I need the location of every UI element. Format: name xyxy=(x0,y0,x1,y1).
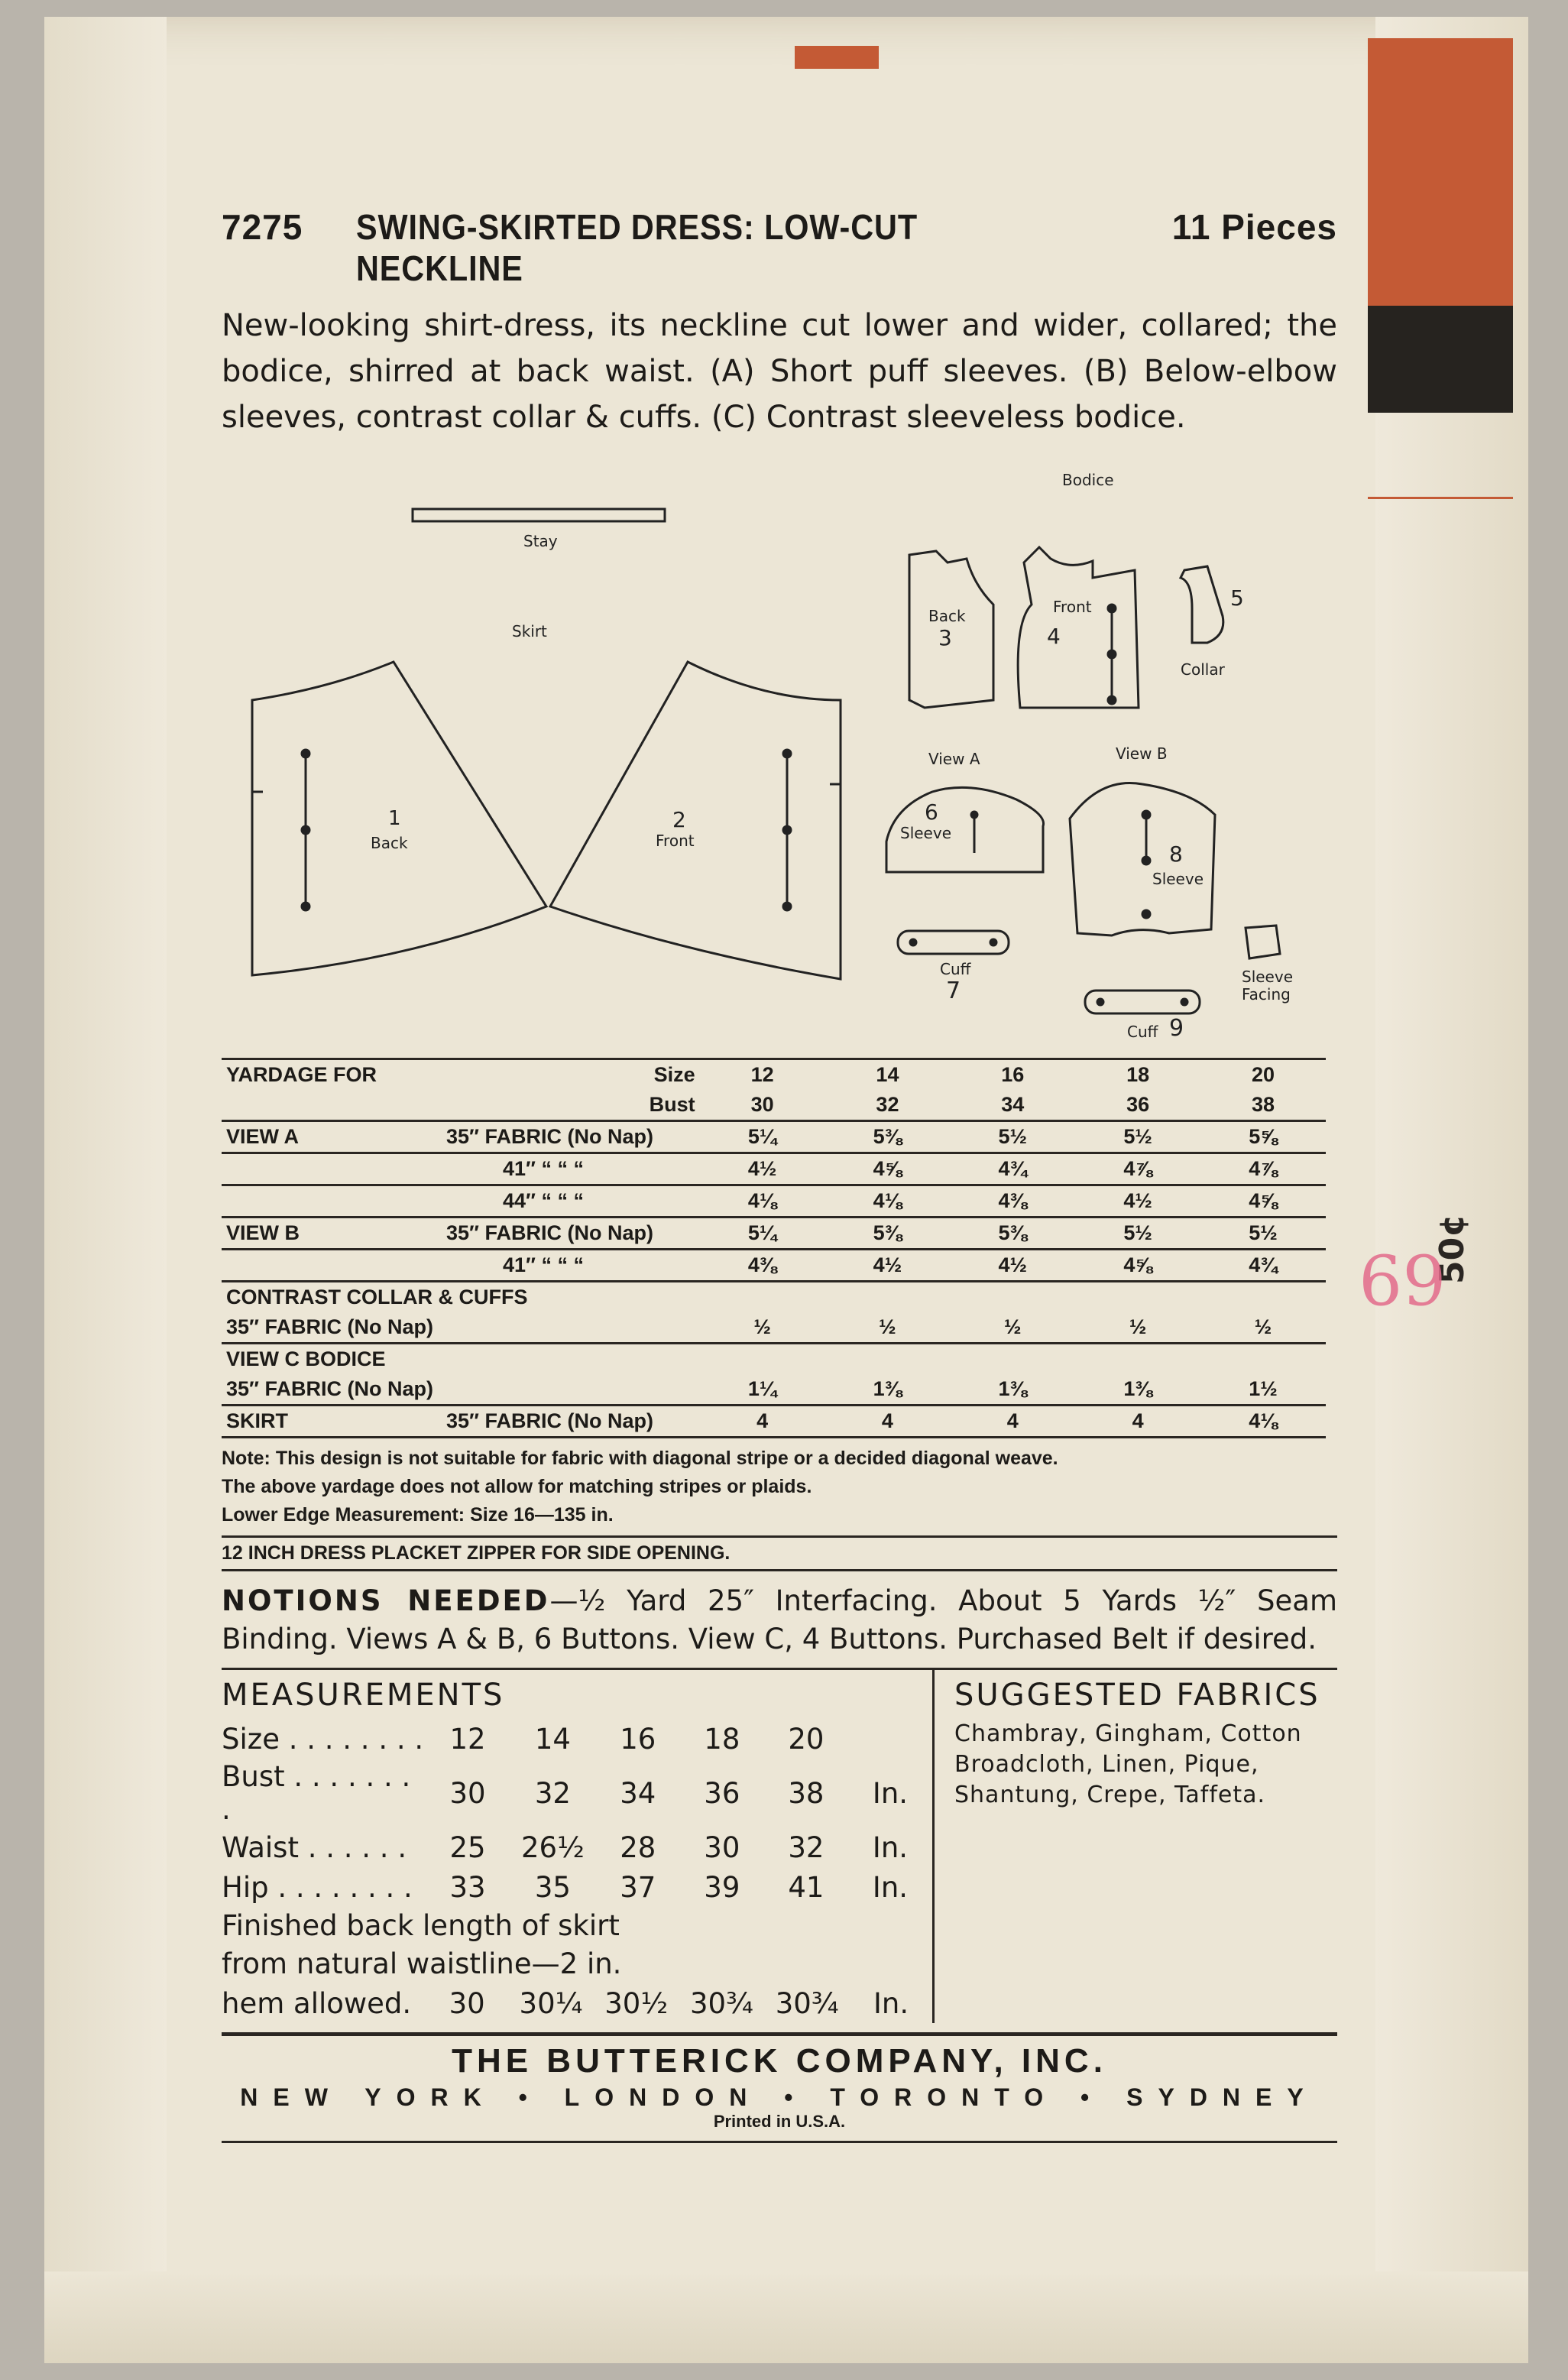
measurement-value: 35 xyxy=(534,1870,571,1904)
row-view xyxy=(222,1153,442,1185)
yardage-value: 1⅜ xyxy=(1075,1374,1200,1406)
bust-value: 34 xyxy=(950,1090,1075,1121)
company-cities: NEW YORK • LONDON • TORONTO • SYDNEY xyxy=(240,2083,1319,2111)
measurement-row xyxy=(222,1867,932,1907)
piece-3-number: 3 xyxy=(938,625,952,650)
yardage-value: 4⅜ xyxy=(950,1185,1075,1218)
yardage-row xyxy=(222,1250,1326,1282)
row-fabric: 35″ FABRIC (No Nap) xyxy=(442,1121,700,1153)
skirt-markings xyxy=(252,750,841,910)
measurement-value: 25 xyxy=(449,1830,486,1864)
measurement-label: Size . . . . . . . . xyxy=(222,1722,424,1756)
contrast-fabric: 35″ FABRIC (No Nap) xyxy=(222,1312,700,1344)
cuff-9-button-mark xyxy=(1097,999,1103,1005)
measurement-value: 33 xyxy=(449,1870,486,1904)
black-color-band xyxy=(1368,306,1513,413)
row-view: VIEW A xyxy=(222,1121,442,1153)
measurement-value: 30 xyxy=(449,1776,486,1810)
sleeve-facing-label-2: Facing xyxy=(1242,985,1291,1004)
yardage-row xyxy=(222,1374,1326,1406)
yardage-value: 4⅛ xyxy=(1200,1406,1326,1438)
envelope-back-content xyxy=(222,206,1337,2143)
measurement-value: 12 xyxy=(449,1722,486,1756)
bodice-markings xyxy=(1108,605,1116,704)
piece-6-name: Sleeve xyxy=(900,824,952,842)
piece-6-number: 6 xyxy=(925,799,938,825)
size-18: 18 xyxy=(1075,1059,1200,1091)
piece-7-number: 7 xyxy=(946,978,961,1004)
hem-table xyxy=(222,1983,932,2023)
piece-2-number: 2 xyxy=(672,807,686,832)
sleeve-facing-label-1: Sleeve xyxy=(1242,968,1294,986)
yardage-value: 5½ xyxy=(950,1121,1075,1153)
row-fabric: 35″ FABRIC (No Nap) xyxy=(442,1218,700,1250)
yardage-value: 5½ xyxy=(1075,1218,1200,1250)
contrast-title: CONTRAST COLLAR & CUFFS xyxy=(226,1286,528,1308)
yardage-value: 4¾ xyxy=(1200,1250,1326,1282)
bust-label: Bust xyxy=(442,1090,700,1121)
hem-label: hem allowed. xyxy=(222,1986,412,2020)
yardage-value: 4 xyxy=(825,1406,951,1438)
measurement-value: 28 xyxy=(620,1830,656,1864)
measurement-label: Hip . . . . . . . . xyxy=(222,1870,413,1904)
measurement-unit: In. xyxy=(872,1830,909,1864)
piece-3-name: Back xyxy=(928,607,966,625)
yardage-value: 4½ xyxy=(950,1250,1075,1282)
notions-label: NOTIONS NEEDED xyxy=(222,1584,550,1617)
yardage-row xyxy=(222,1185,1326,1218)
suggested-fabrics-section xyxy=(935,1670,1337,2023)
size-16: 16 xyxy=(950,1059,1075,1091)
orange-strip-top xyxy=(795,46,879,69)
size-12: 12 xyxy=(700,1059,825,1091)
cuff-9-button-mark xyxy=(1181,999,1187,1005)
view-b-label: View B xyxy=(1116,744,1168,763)
measurement-value: 16 xyxy=(620,1722,656,1756)
skirt-front-piece xyxy=(550,662,841,979)
collar-label: Collar xyxy=(1181,660,1225,679)
bust-value: 36 xyxy=(1075,1090,1200,1121)
yardage-value: 4½ xyxy=(700,1153,825,1185)
yardage-value: ½ xyxy=(700,1312,825,1344)
piece-2-name: Front xyxy=(656,832,695,850)
cuff-7-label: Cuff xyxy=(940,960,971,978)
yardage-value: 5⅜ xyxy=(950,1218,1075,1250)
yardage-value: 4½ xyxy=(825,1250,951,1282)
yardage-value: 1½ xyxy=(1200,1374,1326,1406)
yardage-row xyxy=(222,1312,1326,1344)
yardage-value: 4⅝ xyxy=(1200,1185,1326,1218)
publisher-footer xyxy=(222,2032,1337,2143)
note-line: The above yardage does not allow for matching stripes or plaids. xyxy=(222,1476,812,1497)
measurement-row xyxy=(222,1827,932,1867)
measurement-value: 39 xyxy=(704,1870,740,1904)
measurement-row xyxy=(222,1719,932,1759)
measurement-value: 34 xyxy=(620,1776,656,1810)
measurement-value: 41 xyxy=(788,1870,824,1904)
hem-row xyxy=(222,1983,932,2023)
bodice-label: Bodice xyxy=(1062,471,1114,489)
view-c-title: VIEW C BODICE xyxy=(226,1347,386,1370)
handwritten-mark: 69 xyxy=(1359,1238,1447,1318)
measurement-label: Bust . . . . . . . . xyxy=(222,1760,411,1826)
pattern-name: SWING-SKIRTED DRESS: LOW-CUT NECKLINE xyxy=(356,207,918,288)
piece-8-name: Sleeve xyxy=(1152,870,1204,888)
yardage-value: ½ xyxy=(1075,1312,1200,1344)
piece-9-number: 9 xyxy=(1169,1015,1184,1042)
measurement-value: 30 xyxy=(704,1830,740,1864)
yardage-value: 5⅜ xyxy=(825,1218,951,1250)
yardage-table xyxy=(222,1058,1326,1438)
hem-value: 30¾ xyxy=(775,1986,839,2020)
yardage-value: ½ xyxy=(1200,1312,1326,1344)
measurement-value: 14 xyxy=(534,1722,571,1756)
yardage-value: 4⅝ xyxy=(825,1153,951,1185)
cuff-9-label: Cuff xyxy=(1127,1023,1158,1041)
hem-value: 30¾ xyxy=(689,1986,753,2020)
finished-line: from natural waistline—2 in. xyxy=(222,1947,622,1980)
row-fabric: 44″ “ “ “ xyxy=(442,1185,700,1218)
view-c-fabric: 35″ FABRIC (No Nap) xyxy=(222,1374,700,1406)
bodice-front-piece xyxy=(1018,547,1139,708)
piece-4-name: Front xyxy=(1053,598,1092,616)
yardage-value: 4 xyxy=(700,1406,825,1438)
yardage-value: 1¼ xyxy=(700,1374,825,1406)
row-view xyxy=(222,1250,442,1282)
hem-value: 30½ xyxy=(604,1986,669,2020)
measurement-value: 18 xyxy=(704,1722,740,1756)
cuff-7-button-mark xyxy=(910,939,916,945)
yardage-value: 5¼ xyxy=(700,1218,825,1250)
measurements-section xyxy=(222,1670,935,2023)
collar-piece xyxy=(1181,566,1223,643)
measurement-value: 20 xyxy=(788,1722,824,1756)
yardage-row xyxy=(222,1153,1326,1185)
envelope-bottom-fold xyxy=(44,2271,1528,2363)
cuff-7-button-mark xyxy=(990,939,996,945)
measurement-value: 37 xyxy=(620,1870,656,1904)
sleeve-facing-piece xyxy=(1246,926,1280,958)
yardage-value: 4½ xyxy=(1075,1185,1200,1218)
yardage-title: YARDAGE FOR xyxy=(222,1059,442,1091)
measurement-row xyxy=(222,1759,932,1827)
row-view: VIEW B xyxy=(222,1218,442,1250)
yardage-value: ½ xyxy=(950,1312,1075,1344)
hem-value: 30 xyxy=(449,1986,485,2020)
piece-1-name: Back xyxy=(371,834,408,852)
bust-value: 30 xyxy=(700,1090,825,1121)
bust-value: 38 xyxy=(1200,1090,1326,1121)
yardage-value: 5⅝ xyxy=(1200,1121,1326,1153)
note-line: Note: This design is not suitable for fabric with diagonal stripe or a decided diagonal weave. xyxy=(222,1448,1058,1469)
stay-label: Stay xyxy=(523,532,558,550)
notions-section xyxy=(222,1582,1337,1659)
envelope-left-fold xyxy=(44,17,167,2363)
company-name: THE BUTTERICK COMPANY, INC. xyxy=(452,2042,1107,2080)
pattern-title-row xyxy=(222,206,1337,289)
piece-5-number: 5 xyxy=(1230,585,1244,611)
yardage-row xyxy=(222,1406,1326,1438)
notions-text: —½ Yard 25″ Interfacing. About 5 Yards ½″ Seam Binding. Views A & B, 6 Buttons. View C, 4 Buttons. Purchased Belt if desired. xyxy=(222,1584,1338,1655)
yardage-row xyxy=(222,1218,1326,1250)
pattern-number: 7275 xyxy=(222,207,303,247)
note-line: Lower Edge Measurement: Size 16—135 in. xyxy=(222,1504,614,1526)
row-view xyxy=(222,1185,442,1218)
yardage-value: 4⅞ xyxy=(1200,1153,1326,1185)
hem-unit: In. xyxy=(873,1986,909,2020)
size-14: 14 xyxy=(825,1059,951,1091)
sleeve-markings xyxy=(971,811,1150,918)
suggested-fabrics-text: Chambray, Gingham, Cotton Broadcloth, Linen, Pique, Shantung, Crepe, Taffeta. xyxy=(954,1720,1302,1808)
yardage-value: 5½ xyxy=(1075,1121,1200,1153)
printed-in: Printed in U.S.A. xyxy=(713,2112,846,2131)
measurement-unit: In. xyxy=(872,1776,909,1810)
finished-length-text xyxy=(222,1907,932,1983)
suggested-fabrics-title: SUGGESTED FABRICS xyxy=(954,1678,1320,1713)
pattern-pieces-drawing xyxy=(222,471,1337,1052)
yardage-value: 5⅜ xyxy=(825,1121,951,1153)
skirt-label: Skirt xyxy=(512,622,547,640)
row-fabric: 41″ “ “ “ xyxy=(442,1250,700,1282)
stay-piece xyxy=(413,509,665,521)
measurement-value: 36 xyxy=(704,1776,740,1810)
yardage-value: 4⅛ xyxy=(700,1185,825,1218)
orange-color-band xyxy=(1368,38,1513,306)
yardage-notes xyxy=(222,1445,1337,1529)
pattern-description: New-looking shirt-dress, its neckline cut lower and wider, collared; the bodice, shirred at back waist. (A) Short puff sleeves. (B) Below-elbow sleeves, contrast collar & cuffs. (C) Contrast sleeveless bodice. xyxy=(222,308,1337,435)
yardage-value: 1⅜ xyxy=(950,1374,1075,1406)
hem-value: 30¼ xyxy=(519,1986,583,2020)
yardage-value: 5¼ xyxy=(700,1121,825,1153)
measurement-label: Waist . . . . . . xyxy=(222,1830,407,1864)
row-fabric: 41″ “ “ “ xyxy=(442,1153,700,1185)
finished-line: Finished back length of skirt xyxy=(222,1909,620,1942)
yardage-value: 4⅞ xyxy=(1075,1153,1200,1185)
measurement-value: 38 xyxy=(788,1776,824,1810)
size-label: Size xyxy=(442,1059,700,1091)
yardage-value: 4⅛ xyxy=(825,1185,951,1218)
measurements-title: MEASUREMENTS xyxy=(222,1678,505,1713)
view-a-label: View A xyxy=(928,750,980,768)
placket-note: 12 INCH DRESS PLACKET ZIPPER FOR SIDE OPENING. xyxy=(222,1535,1337,1571)
price-label: 50¢ xyxy=(1433,1214,1472,1284)
yardage-value: 4 xyxy=(1075,1406,1200,1438)
measurement-value: 26½ xyxy=(520,1830,585,1864)
orange-rule xyxy=(1368,497,1513,499)
measurement-unit: In. xyxy=(872,1870,909,1904)
yardage-value: 1⅜ xyxy=(825,1374,951,1406)
skirt-row-label: SKIRT xyxy=(222,1406,442,1438)
piece-1-number: 1 xyxy=(388,807,401,830)
yardage-value: 4 xyxy=(950,1406,1075,1438)
yardage-value: ½ xyxy=(825,1312,951,1344)
piece-4-number: 4 xyxy=(1047,624,1061,649)
measurement-unit xyxy=(848,1719,932,1759)
yardage-row xyxy=(222,1121,1326,1153)
yardage-value: 4⅜ xyxy=(700,1250,825,1282)
measurement-value: 32 xyxy=(534,1776,571,1810)
piece-8-number: 8 xyxy=(1169,841,1183,867)
piece-count: 11 Pieces xyxy=(1171,207,1337,247)
yardage-value: 4¾ xyxy=(950,1153,1075,1185)
measurements-table xyxy=(222,1719,932,1907)
size-20: 20 xyxy=(1200,1059,1326,1091)
pattern-pieces-diagram xyxy=(222,471,1337,1052)
measurements-and-fabrics xyxy=(222,1668,1337,2023)
skirt-row-fabric: 35″ FABRIC (No Nap) xyxy=(442,1406,700,1438)
yardage-value: 5½ xyxy=(1200,1218,1326,1250)
bust-value: 32 xyxy=(825,1090,951,1121)
yardage-value: 4⅝ xyxy=(1075,1250,1200,1282)
measurement-value: 32 xyxy=(788,1830,824,1864)
